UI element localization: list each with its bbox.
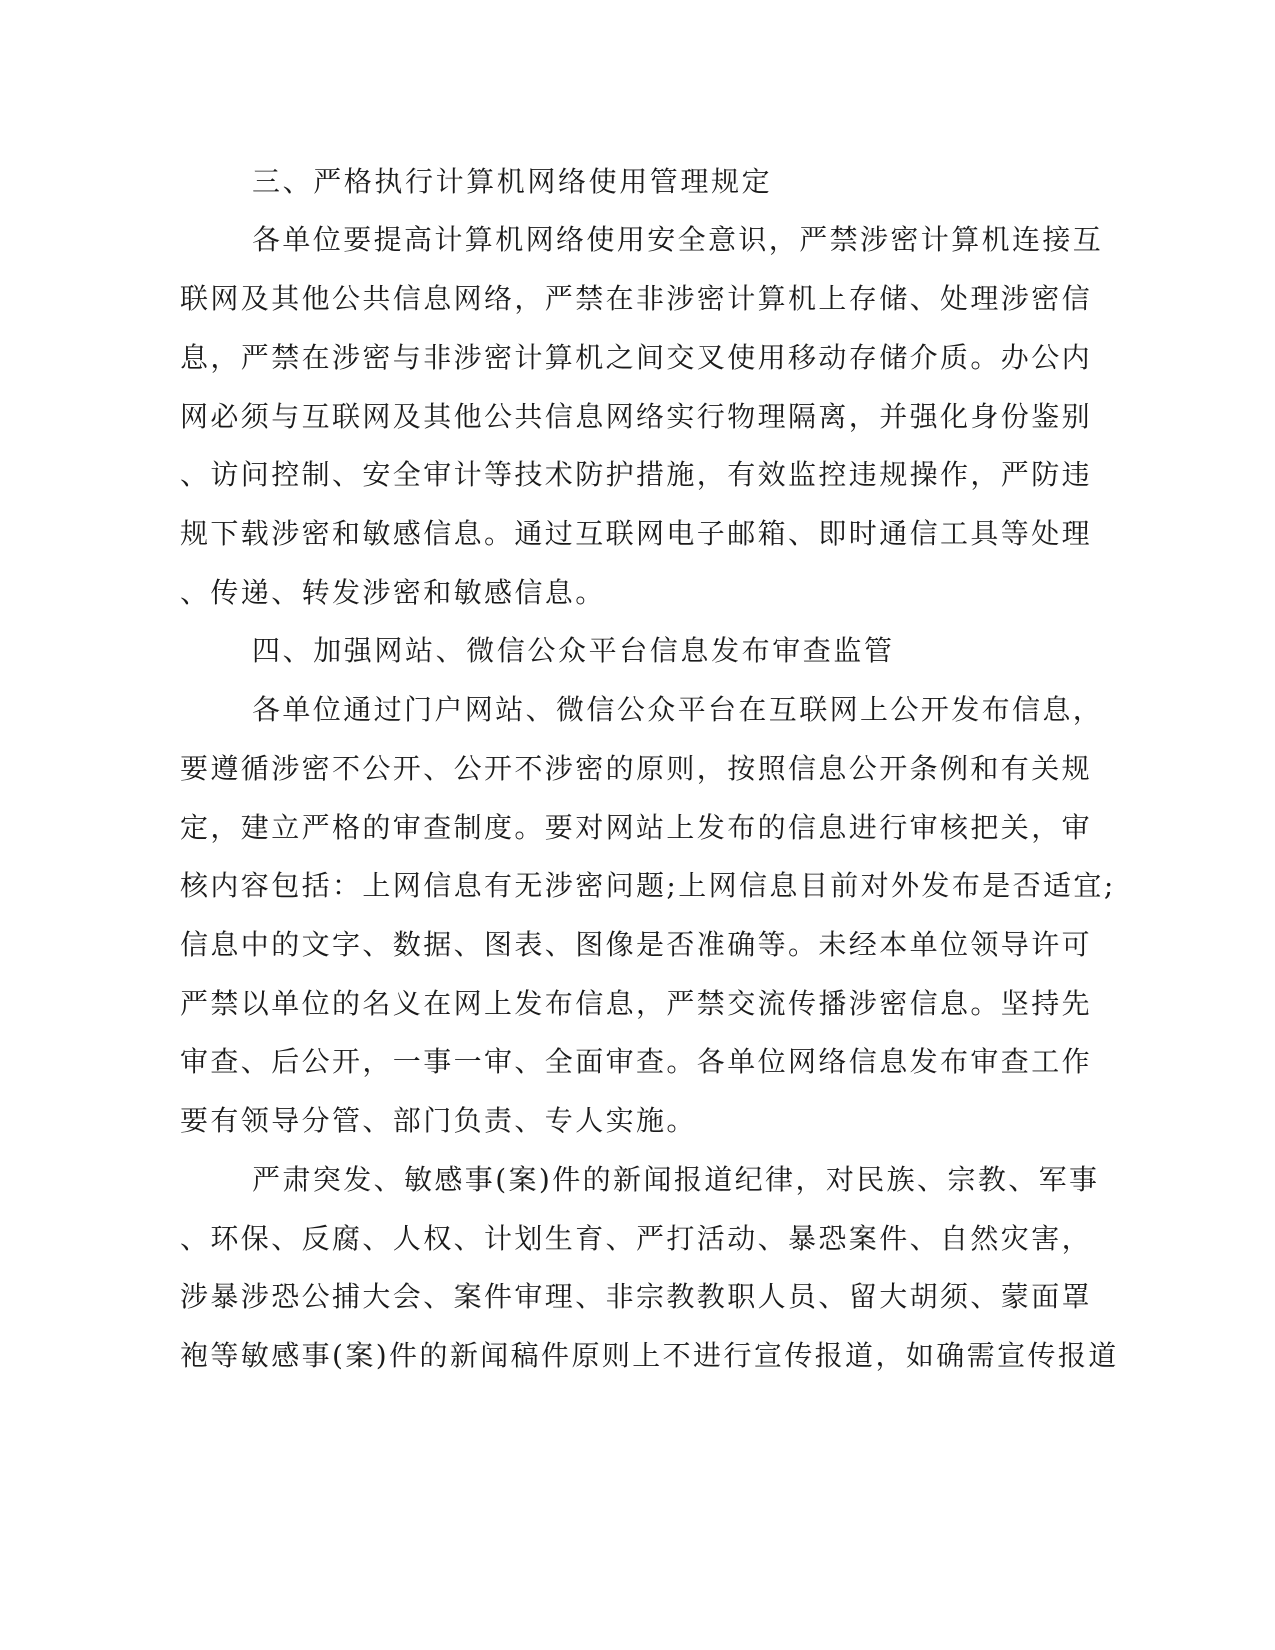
- paragraph-line: 审查、后公开，一事一审、全面审查。各单位网络信息发布审查工作: [180, 1045, 1093, 1078]
- paragraph-line: 联网及其他公共信息网络，严禁在非涉密计算机上存储、处理涉密信: [180, 282, 1093, 315]
- paragraph-line: 、环保、反腐、人权、计划生育、严打活动、暴恐案件、自然灾害，: [180, 1222, 1093, 1255]
- paragraph-line: 定，建立严格的审查制度。要对网站上发布的信息进行审核把关，审: [180, 811, 1093, 844]
- paragraph-line: 涉暴涉恐公捕大会、案件审理、非宗教教职人员、留大胡须、蒙面罩: [180, 1280, 1093, 1313]
- paragraph-line: 严禁以单位的名义在网上发布信息，严禁交流传播涉密信息。坚持先: [180, 987, 1093, 1020]
- paragraph-line: 息，严禁在涉密与非涉密计算机之间交叉使用移动存储介质。办公内: [180, 341, 1093, 374]
- section-heading-3: 三、严格执行计算机网络使用管理规定: [252, 165, 773, 198]
- paragraph-line: 、访问控制、安全审计等技术防护措施，有效监控违规操作，严防违: [180, 458, 1093, 491]
- paragraph-line: 规下载涉密和敏感信息。通过互联网电子邮箱、即时通信工具等处理: [180, 517, 1093, 550]
- paragraph-line: 网必须与互联网及其他公共信息网络实行物理隔离，并强化身份鉴别: [180, 400, 1093, 433]
- paragraph-line: 、传递、转发涉密和敏感信息。: [180, 576, 606, 609]
- section-heading-4: 四、加强网站、微信公众平台信息发布审查监管: [252, 634, 895, 667]
- paragraph-line: 各单位通过门户网站、微信公众平台在互联网上公开发布信息，: [252, 693, 1104, 726]
- paragraph-line: 严肃突发、敏感事(案)件的新闻报道纪律，对民族、宗教、军事: [252, 1163, 1100, 1196]
- paragraph-line: 核内容包括：上网信息有无涉密问题;上网信息目前对外发布是否适宜;: [180, 869, 1116, 902]
- paragraph-line: 袍等敏感事(案)件的新闻稿件原则上不进行宣传报道，如确需宣传报道: [180, 1339, 1119, 1372]
- paragraph-line: 各单位要提高计算机网络使用安全意识，严禁涉密计算机连接互: [252, 223, 1104, 256]
- paragraph-line: 要有领导分管、部门负责、专人实施。: [180, 1104, 697, 1137]
- paragraph-line: 信息中的文字、数据、图表、图像是否准确等。未经本单位领导许可: [180, 928, 1093, 961]
- paragraph-line: 要遵循涉密不公开、公开不涉密的原则，按照信息公开条例和有关规: [180, 752, 1093, 785]
